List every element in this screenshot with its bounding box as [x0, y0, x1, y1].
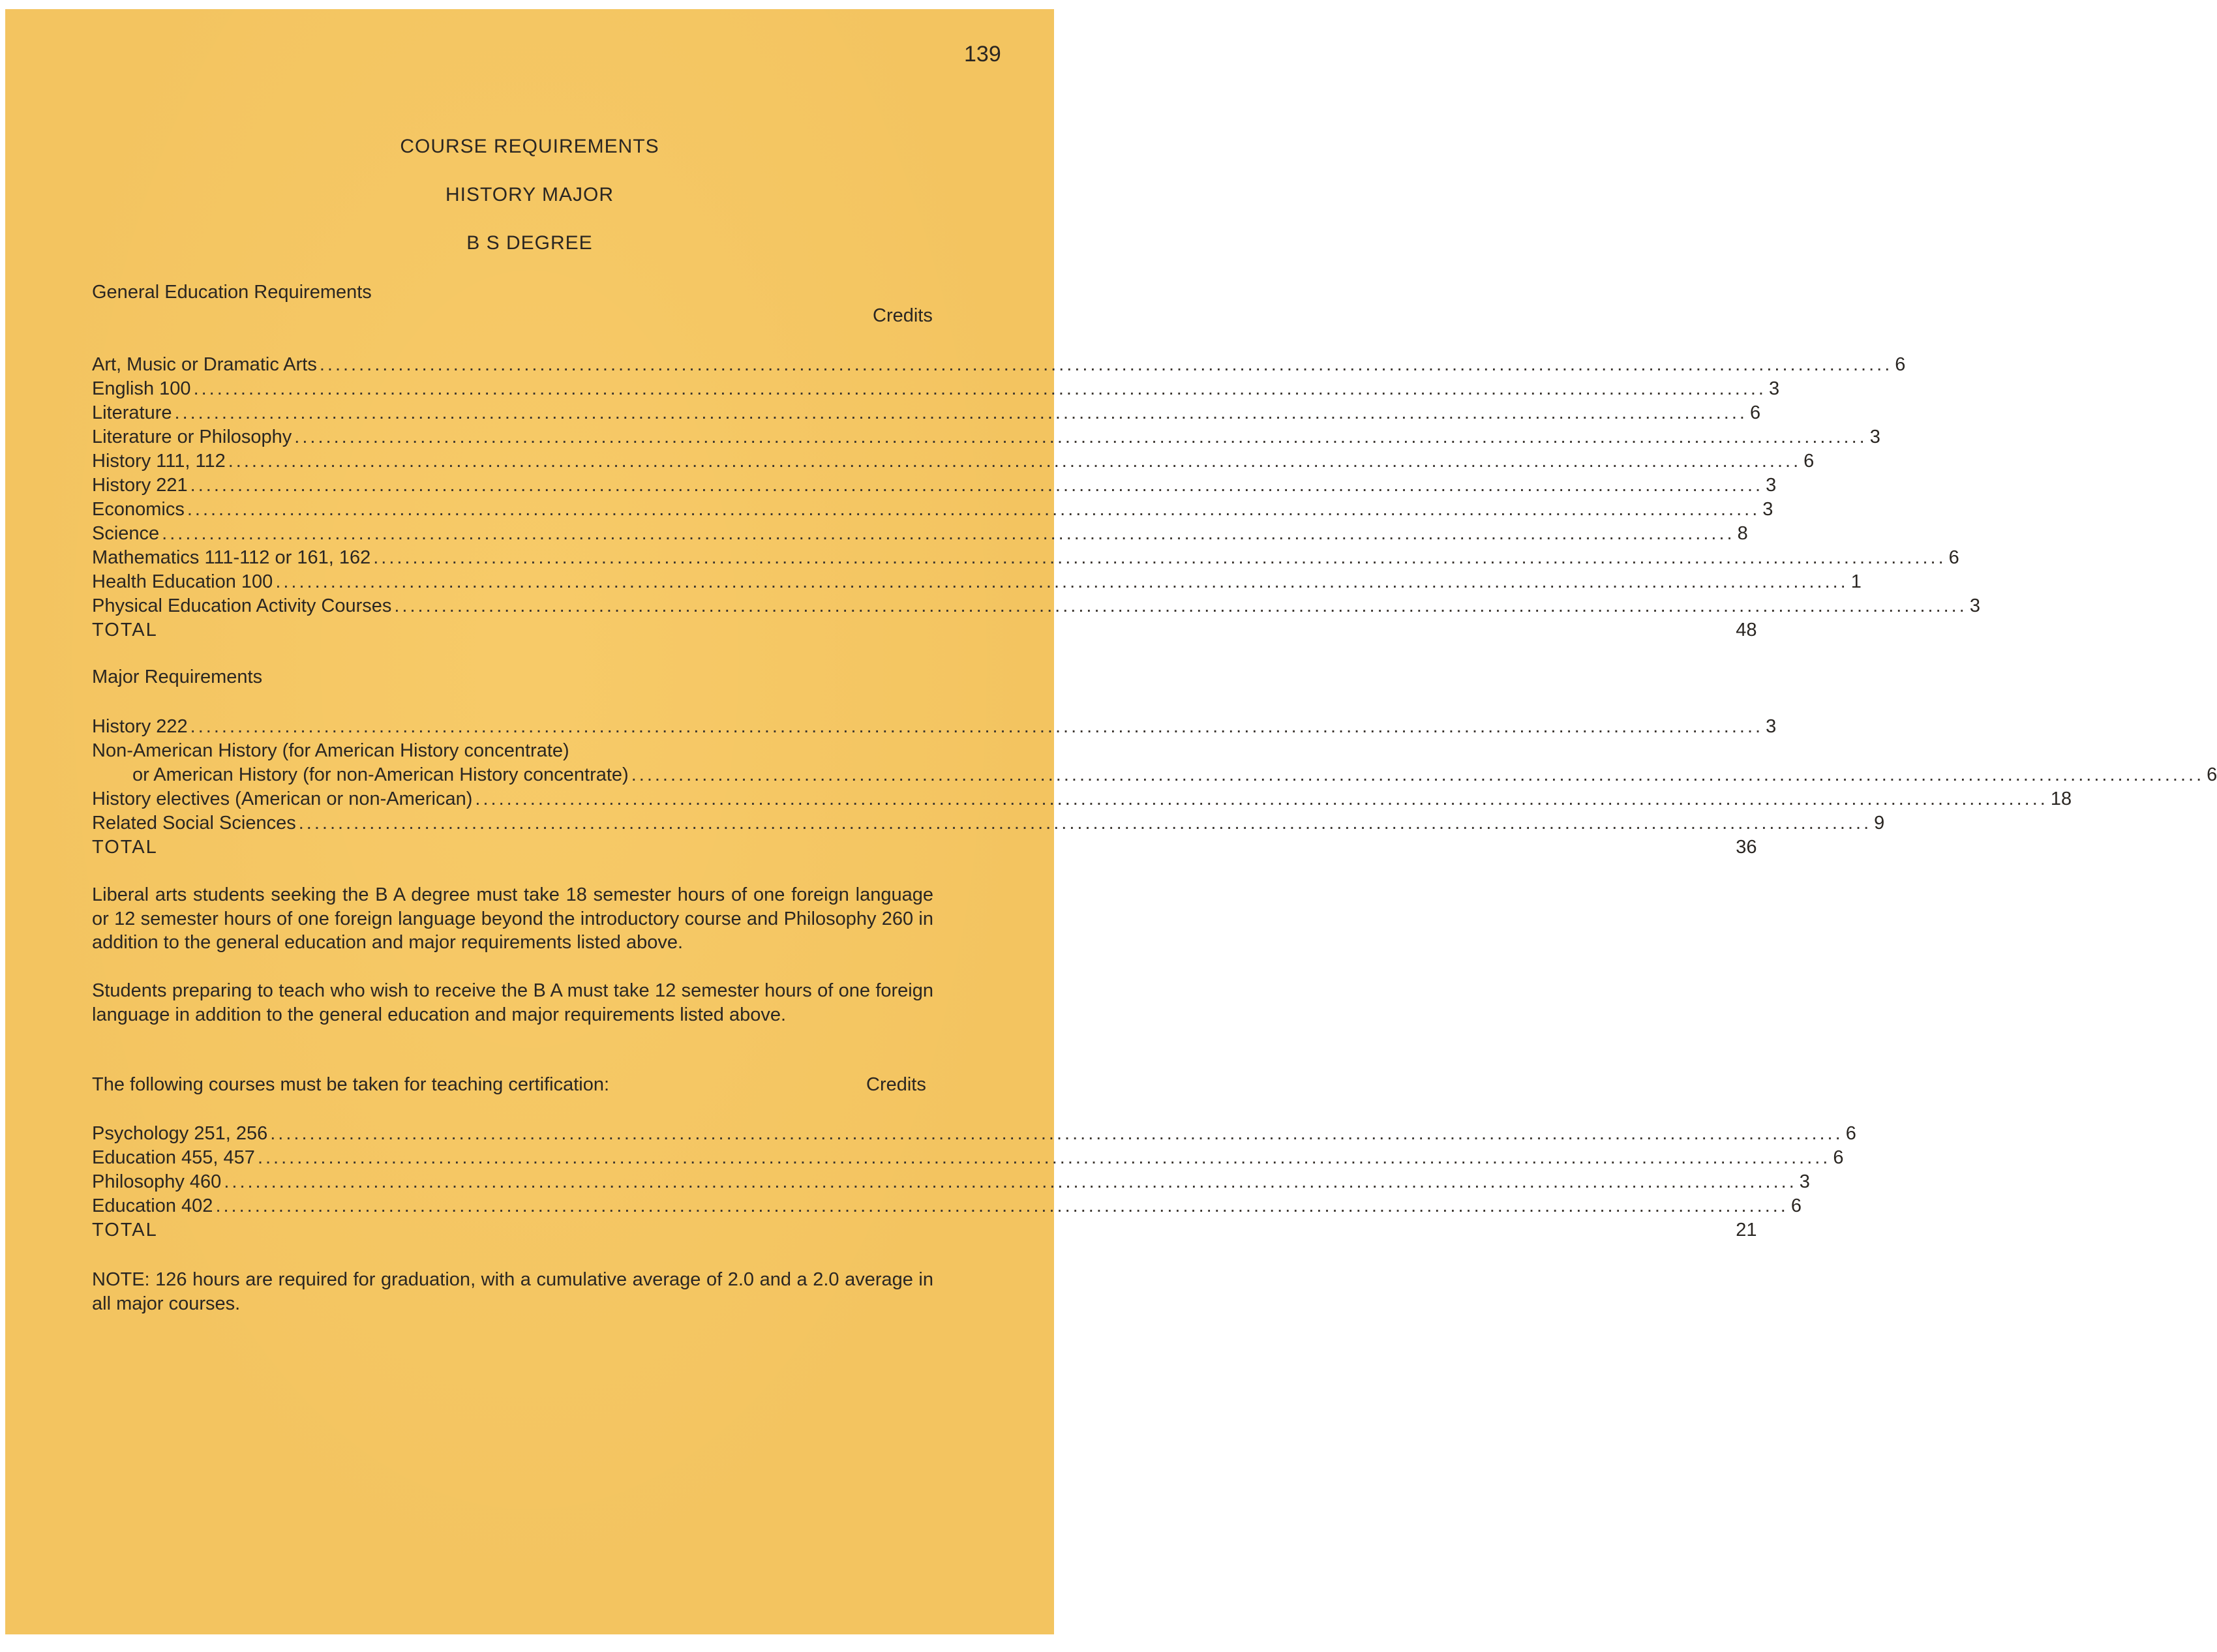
course-credits: 6 [1895, 354, 1906, 375]
course-label: Health Education 100 [92, 571, 273, 592]
leader-dots: ........................................................................................................................................................................................................ [275, 571, 1848, 592]
leader-dots: ........................................................................................................................................................................................................ [187, 499, 1760, 520]
course-credits: 3 [1769, 378, 1780, 399]
list-item [92, 1170, 1810, 1194]
list-item [92, 353, 1906, 376]
leader-dots: ........................................................................................................................................................................................................ [257, 1147, 1831, 1168]
course-label: History electives (American or non-American) [92, 788, 473, 809]
list-item [92, 377, 1780, 400]
course-label: Literature [92, 402, 172, 423]
list-item [132, 763, 2217, 787]
course-credits: 18 [2050, 788, 2072, 809]
course-credits: 6 [1833, 1147, 1844, 1168]
leader-dots: ........................................................................................................................................................................................................ [475, 788, 2048, 809]
list-item [92, 811, 1885, 835]
page-title: COURSE REQUIREMENTS [400, 136, 659, 157]
course-credits: 6 [1790, 1195, 1802, 1216]
list-item [92, 594, 1980, 618]
general-credits-header: Credits [873, 305, 933, 326]
course-credits: 3 [1766, 716, 1777, 737]
leader-dots: ........................................................................................................................................................................................................ [373, 547, 1946, 568]
total-value: 48 [1736, 620, 1757, 640]
course-label: English 100 [92, 378, 191, 399]
leader-dots: ........................................................................................................................................................................................................ [319, 354, 1893, 375]
course-credits: 8 [1737, 523, 1748, 544]
major-total-row [92, 835, 1757, 859]
course-label-line1: Non-American History (for American History concentrate) [92, 740, 569, 761]
course-credits: 1 [1850, 571, 1862, 592]
list-item [92, 1122, 1856, 1145]
course-label: Art, Music or Dramatic Arts [92, 354, 317, 375]
course-label: Education 402 [92, 1195, 213, 1216]
page-number: 139 [964, 42, 1001, 67]
total-value: 21 [1736, 1220, 1757, 1240]
course-label: Literature or Philosophy [92, 427, 292, 447]
total-label: TOTAL [92, 837, 158, 858]
general-education-heading: General Education Requirements [92, 282, 372, 303]
certification-total-row [92, 1218, 1757, 1242]
course-label: Mathematics 111-112 or 161, 162 [92, 547, 371, 568]
course-credits: 3 [1766, 475, 1777, 496]
total-value: 36 [1736, 837, 1757, 858]
general-total-row [92, 618, 1757, 642]
course-credits: 3 [1762, 499, 1773, 520]
course-credits: 6 [1749, 402, 1761, 423]
list-item [92, 522, 1748, 545]
course-credits: 6 [2207, 764, 2217, 785]
course-label: History 221 [92, 475, 188, 496]
degree-heading: B S DEGREE [466, 232, 593, 254]
course-credits: 3 [1969, 595, 1980, 616]
course-label: History 111, 112 [92, 451, 226, 472]
leader-dots: ........................................................................................................................................................................................................ [190, 716, 1764, 737]
leader-dots: ........................................................................................................................................................................................................ [228, 451, 1802, 472]
leader-dots: ........................................................................................................................................................................................................ [298, 813, 1872, 834]
teaching-paragraph: Students preparing to teach who wish to receive the B A must take 12 semester hours of one foreign language in addition to the general education and major requirements listed above. [92, 980, 933, 1025]
course-label: Psychology 251, 256 [92, 1123, 268, 1144]
list-item [92, 787, 2072, 811]
course-credits: 6 [1803, 451, 1815, 472]
course-label: Philosophy 460 [92, 1171, 222, 1192]
leader-dots: ........................................................................................................................................................................................................ [294, 427, 1867, 447]
course-label: Education 455, 457 [92, 1147, 255, 1168]
leader-dots: ........................................................................................................................................................................................................ [190, 475, 1764, 496]
course-label: History 222 [92, 716, 188, 737]
leader-dots: ........................................................................................................................................................................................................ [394, 595, 1967, 616]
list-item [92, 715, 1777, 738]
list-item [92, 1146, 1844, 1169]
list-item [92, 401, 1761, 425]
leader-dots: ........................................................................................................................................................................................................ [631, 764, 2205, 785]
certification-credits-header: Credits [866, 1074, 926, 1095]
course-credits: 6 [1948, 547, 1959, 568]
total-label: TOTAL [92, 620, 158, 640]
list-item [92, 1194, 1802, 1218]
certification-heading: The following courses must be taken for teaching certification: [92, 1074, 610, 1095]
major-requirements-heading: Major Requirements [92, 667, 263, 687]
course-credits: 3 [1869, 427, 1880, 447]
ba-degree-paragraph: Liberal arts students seeking the B A degree must take 18 semester hours of one foreign language or 12 semester hours of one foreign language beyond the introductory course and Philosophy 260 in addition to the general education and major requirements listed above. [92, 884, 933, 953]
list-item [92, 425, 1880, 449]
leader-dots: ........................................................................................................................................................................................................ [174, 402, 1747, 423]
list-item [92, 473, 1777, 497]
course-credits: 3 [1799, 1171, 1810, 1192]
graduation-note: NOTE: 126 hours are required for graduation, with a cumulative average of 2.0 and a 2.0 average in all major courses. [92, 1269, 933, 1314]
list-item [92, 498, 1773, 521]
leader-dots: ........................................................................................................................................................................................................ [215, 1195, 1788, 1216]
course-label: Related Social Sciences [92, 813, 296, 834]
list-item [92, 449, 1815, 473]
catalog-page [5, 9, 2217, 1634]
leader-dots: ........................................................................................................................................................................................................ [270, 1123, 1843, 1144]
leader-dots: ........................................................................................................................................................................................................ [224, 1171, 1797, 1192]
course-credits: 9 [1874, 813, 1885, 834]
course-label: Science [92, 523, 160, 544]
course-label: Economics [92, 499, 185, 520]
list-item [92, 570, 1862, 593]
course-label: or American History (for non-American History concentrate) [132, 764, 629, 785]
leader-dots: ........................................................................................................................................................................................................ [162, 523, 1735, 544]
course-label: Physical Education Activity Courses [92, 595, 392, 616]
course-credits: 6 [1845, 1123, 1856, 1144]
total-label: TOTAL [92, 1220, 158, 1240]
major-heading: HISTORY MAJOR [445, 184, 614, 205]
list-item [92, 546, 1959, 569]
leader-dots: ........................................................................................................................................................................................................ [193, 378, 1766, 399]
